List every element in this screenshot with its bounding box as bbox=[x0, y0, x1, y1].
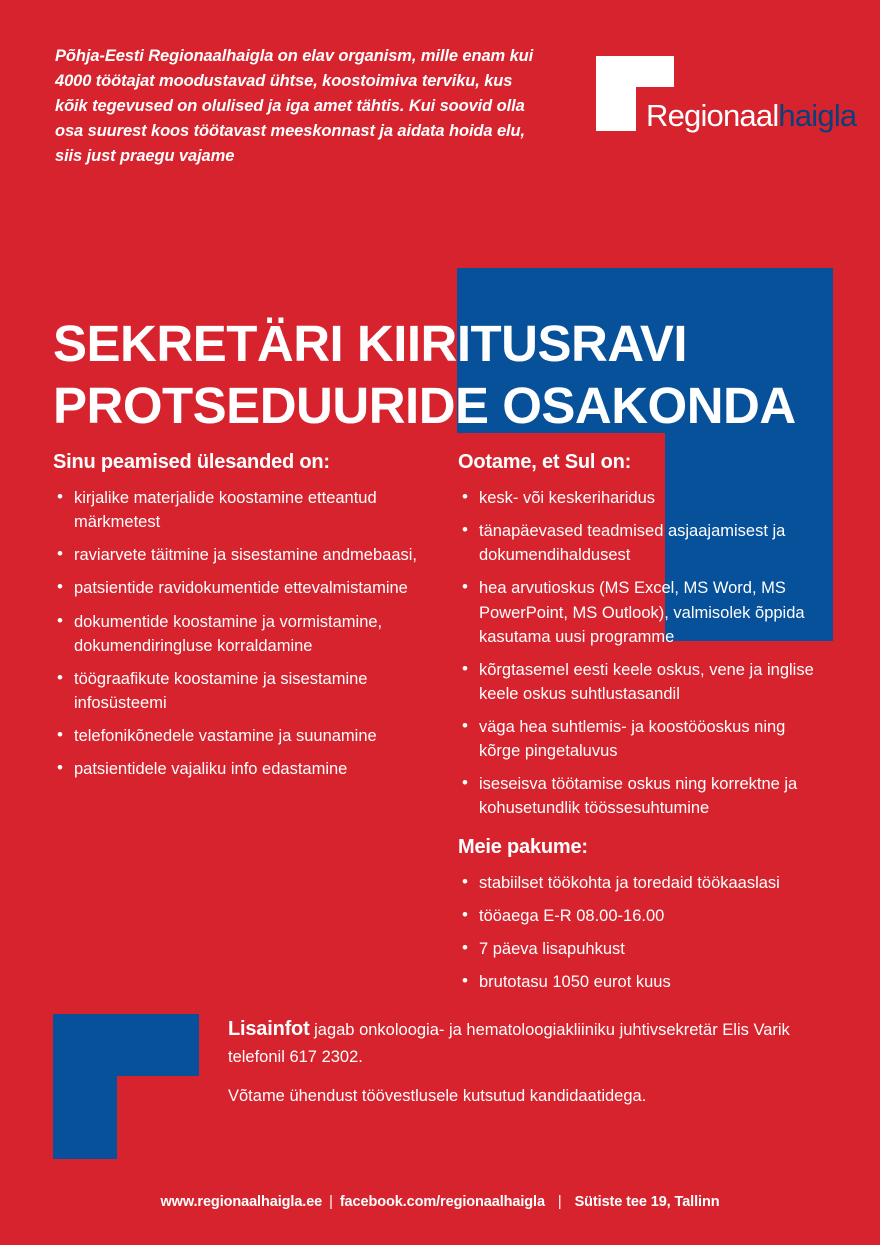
list-item: • kirjalike materjalide koostamine etteantud märkmetest bbox=[53, 486, 433, 534]
footer-website-link[interactable]: www.regionaalhaigla.ee bbox=[160, 1194, 323, 1210]
offer-section bbox=[458, 833, 830, 1004]
list-item: • telefonikõnedele vastamine ja suunamine bbox=[53, 724, 433, 748]
list-item: • tänapäevased teadmised asjaajamisest ja dokumendihaldusest bbox=[458, 519, 830, 567]
job-title bbox=[53, 313, 853, 437]
list-item: • patsientide ravidokumentide ettevalmistamine bbox=[53, 576, 433, 600]
list-item: • raviarvete täitmine ja sisestamine andmebaasi, bbox=[53, 543, 433, 567]
bottom-logo-mark bbox=[53, 1014, 203, 1164]
list-item: • tööaega E-R 08.00-16.00 bbox=[458, 904, 830, 928]
list-item: • kõrgtasemel eesti keele oskus, vene ja inglise keele oskus suhtlustasandil bbox=[458, 658, 830, 706]
list-item: • 7 päeva lisapuhkust bbox=[458, 937, 830, 961]
header-logo bbox=[596, 50, 857, 145]
contact-line-2: Võtame ühendust töövestlusele kutsutud kandidaatidega. bbox=[228, 1086, 647, 1105]
requirements-heading: Ootame, et Sul on: bbox=[458, 451, 632, 473]
contact-line-1 bbox=[228, 1014, 848, 1071]
contact-lead-label: Lisainfot bbox=[228, 1018, 310, 1040]
offer-list bbox=[458, 871, 830, 994]
flag-bar-shape bbox=[596, 56, 674, 87]
flag-bar-shape bbox=[53, 1014, 199, 1076]
requirements-section bbox=[458, 448, 830, 829]
contact-lead-rest: jagab onkoloogia- ja hematoloogiakliiniku juhtivsekretär Elis Varik telefonil 617 2302. bbox=[228, 1021, 790, 1066]
intro-paragraph: Põhja-Eesti Regionaalhaigla on elav organism, mille enam kui 4000 töötajat moodustavad ühtse, koostoimiva terviku, kus kõik tegevused on olulised ja iga amet tähtis. Kui soovid olla osa suurest koos töötavast meeskonnast ja aidata hoida elu, siis just praegu vajame bbox=[55, 47, 534, 166]
list-item: • hea arvutioskus (MS Excel, MS Word, MS PowerPoint, MS Outlook), valmisolek õppida kasutama uusi programme bbox=[458, 576, 830, 648]
logo-wordmark-part2: haigla bbox=[778, 98, 857, 133]
list-item: • brutotasu 1050 eurot kuus bbox=[458, 970, 830, 994]
tasks-section bbox=[53, 448, 433, 790]
list-item: • töögraafikute koostamine ja sisestamine infosüsteemi bbox=[53, 667, 433, 715]
logo-wordmark bbox=[646, 98, 856, 134]
offer-heading: Meie pakume: bbox=[458, 836, 588, 858]
list-item: • dokumentide koostamine ja vormistamine, dokumendiringluse korraldamine bbox=[53, 610, 433, 658]
job-title-line-1: SEKRETÄRI KIIRITUSRAVI bbox=[53, 315, 688, 373]
tasks-heading: Sinu peamised ülesanded on: bbox=[53, 451, 330, 473]
list-item: • patsientidele vajaliku info edastamine bbox=[53, 757, 433, 781]
footer bbox=[0, 1194, 880, 1210]
contact-info bbox=[228, 1014, 848, 1109]
list-item: • iseseisva töötamise oskus ning korrektne ja kohusetundlik töössesuhtumine bbox=[458, 772, 830, 820]
logo-wordmark-part1: Regionaal bbox=[646, 98, 779, 133]
footer-facebook-link[interactable]: facebook.com/regionaalhaigla bbox=[339, 1194, 545, 1210]
job-title-line-2: PROTSEDUURIDE OSAKONDA bbox=[53, 377, 796, 435]
footer-separator-2: | bbox=[557, 1194, 562, 1210]
list-item: • stabiilset töökohta ja toredaid töökaaslasi bbox=[458, 871, 830, 895]
footer-address: Sütiste tee 19, Tallinn bbox=[574, 1194, 720, 1210]
list-item: • väga hea suhtlemis- ja koostööoskus ning kõrge pingetaluvus bbox=[458, 715, 830, 763]
list-item: • kesk- või keskeriharidus bbox=[458, 486, 830, 510]
footer-separator-1: | bbox=[329, 1194, 333, 1210]
tasks-list bbox=[53, 486, 433, 781]
requirements-list bbox=[458, 486, 830, 820]
